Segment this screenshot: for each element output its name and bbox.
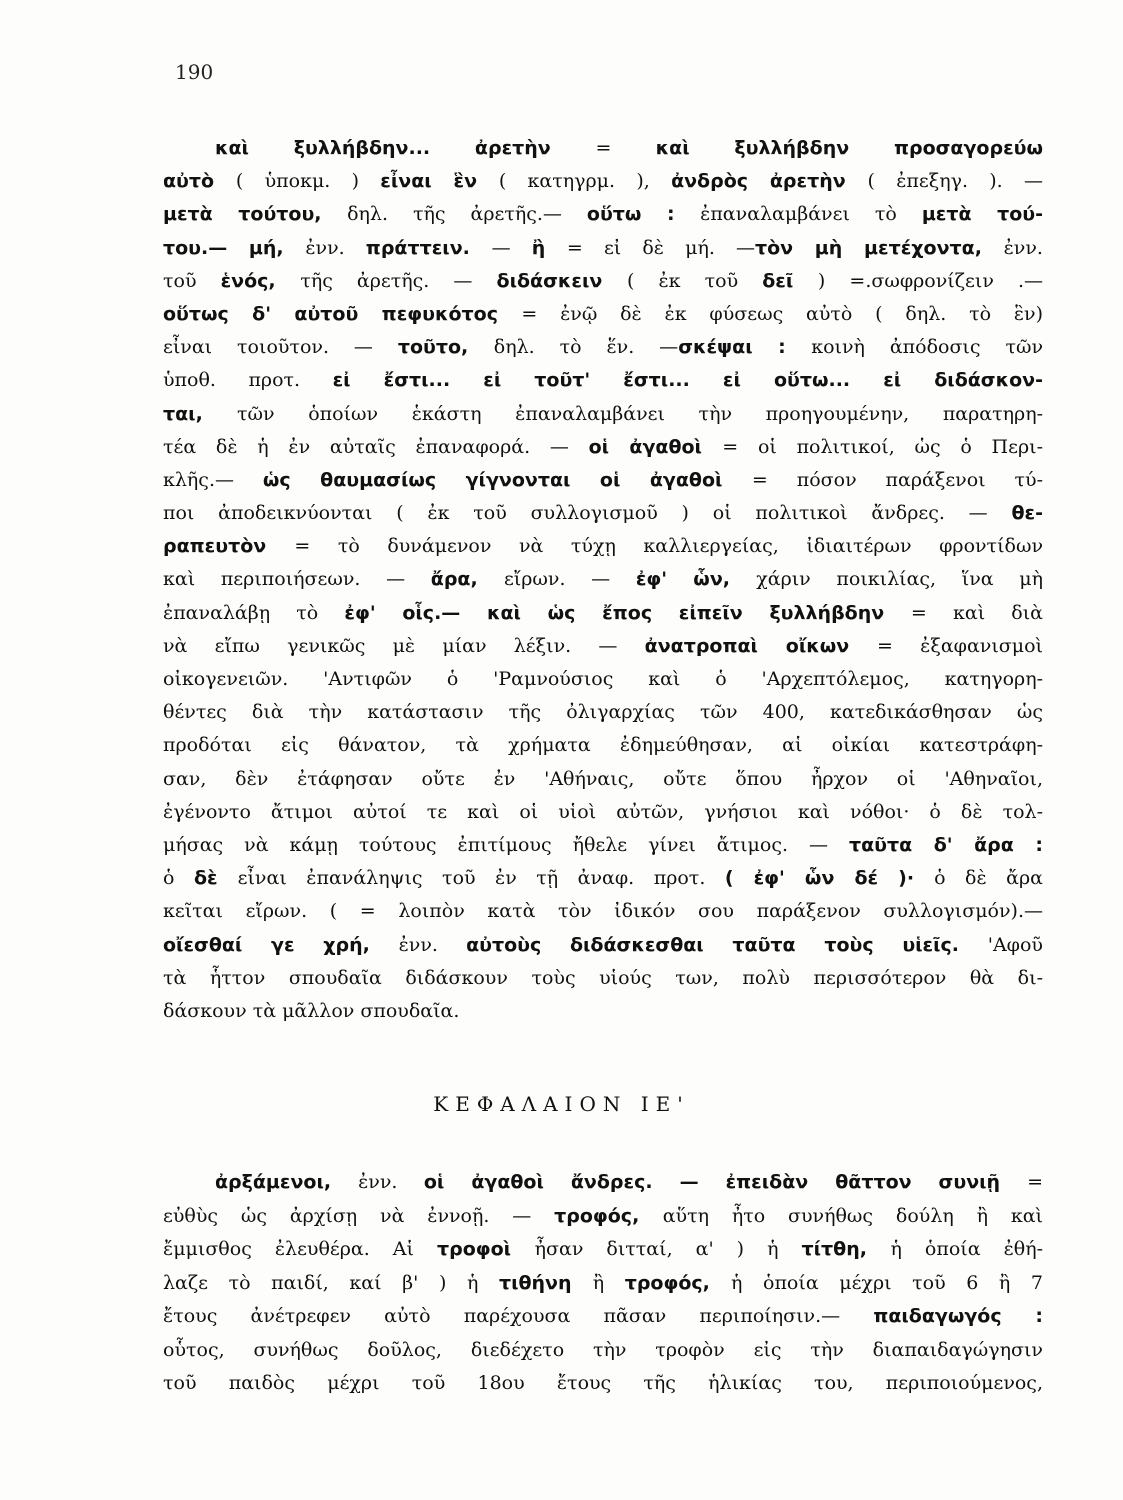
text-line [163, 796, 1043, 829]
text-segment: εὐθὺς ὡς ἀρχίσῃ νὰ ἐννοῇ. — [163, 1204, 555, 1227]
text-line [163, 1334, 1043, 1368]
text-segment: αὕτη ἦτο συνήθως δούλη ἢ καὶ [662, 1204, 1043, 1227]
text-line [163, 1233, 1043, 1267]
text-segment: = οἱ πολιτικοί, ὡς ὁ Περι- [722, 435, 1043, 458]
text-segment: ἐγένοντο ἄτιμοι αὐτοί τε καὶ οἱ υἱοὶ αὐτῶν, γνήσιοι καὶ νόθοι· ὁ δὲ τολ- [163, 800, 1043, 823]
text-segment: = ἐξαφανισμοὶ [877, 634, 1043, 657]
bold-term: τροφός, [624, 1271, 732, 1294]
text-segment: οὗτος, συνήθως δοῦλος, διεδέχετο τὴν τροφὸν εἰς τὴν διαπαιδαγώγησιν [163, 1338, 1043, 1361]
bold-term: ταῦτα δ' ἄρα : [848, 833, 1043, 856]
text-segment: = τὸ δυνάμενον νὰ τύχῃ καλλιεργείας, ἰδιαιτέρων φροντίδων [294, 535, 1043, 558]
text-segment: κοινὴ ἀπόδοσις τῶν [811, 336, 1043, 359]
text-segment: ἔτους ἀνέτρεφεν αὐτὸ παρέχουσα πᾶσαν περιποίησιν.— [163, 1305, 874, 1327]
text-line [163, 132, 1043, 165]
text-segment: ὑποθ. προτ. [163, 369, 333, 392]
text-line [163, 829, 1043, 862]
text-line [163, 497, 1043, 530]
text-segment: τῆς ἀρετῆς. — [300, 269, 497, 292]
text-line [163, 1300, 1043, 1334]
text-segment: εἴρων. — [503, 568, 636, 591]
text-segment: κεῖται εἴρων. ( = λοιπὸν κατὰ τὸν ἰδικόν σου παράξενον συλλογισμόν).— [163, 900, 1043, 923]
text-segment: νὰ εἴπω γενικῶς μὲ μίαν λέξιν. — [163, 634, 645, 657]
text-segment: τὰ ἧττον σπουδαῖα διδάσκουν τοὺς υἱούς των, πολὺ περισσότερον θὰ δι- [163, 966, 1043, 989]
bold-term: ραπευτὸν [163, 535, 295, 558]
bold-term: μετὰ τού- [921, 203, 1043, 226]
text-segment: ἐνν. [305, 236, 366, 259]
text-segment: εἶναι ἐπανάληψις τοῦ ἐν τῇ ἀναφ. προτ. [237, 867, 725, 890]
text-line [163, 165, 1043, 198]
bold-term: ἐφ' οἷς.— καὶ ὡς ἔπος εἰπεῖν ξυλλήβδην [344, 601, 911, 624]
text-segment: ἔμμισθος ἐλευθέρα. Αἱ [163, 1238, 437, 1260]
bold-term: δεῖ [762, 269, 818, 292]
text-segment: ἡ ὁποία μέχρι τοῦ 6 ἢ 7 [731, 1271, 1043, 1294]
text-segment: τέα δὲ ἡ ἐν αὐταῖς ἐπαναφορά. — [163, 435, 589, 458]
text-line [163, 663, 1043, 696]
text-segment: καὶ περιποιήσεων. — [163, 568, 431, 591]
text-segment: δηλ. τὸ ἕν. — [493, 336, 679, 359]
text-segment: χάριν ποικιλίας, ἵνα μὴ [756, 568, 1043, 591]
text-line [163, 729, 1043, 762]
text-segment: ) =.σωφρονίζειν .— [817, 269, 1043, 292]
text-line [163, 331, 1043, 364]
bold-term: δὲ [193, 867, 238, 890]
text-line [163, 763, 1043, 796]
bold-term: καὶ ξυλλήβδην... ἀρετὴν [215, 137, 596, 159]
bold-term: ται, [163, 402, 238, 425]
text-line [163, 597, 1043, 630]
bold-term: ἐφ' ὧν, [635, 568, 757, 591]
text-segment: ( κατηγρμ. ), [498, 170, 672, 193]
text-line [163, 464, 1043, 497]
text-line [163, 563, 1043, 596]
bold-term: τροφοὶ [436, 1238, 535, 1260]
text-segment: οἰκογενειῶν. 'Αντιφῶν ὁ 'Ραμνούσιος καὶ ὁ 'Αρχεπτόλεμος, κατηγορη- [163, 668, 1043, 690]
text-line [163, 198, 1043, 231]
bold-term: ἀρξάμενοι, [215, 1171, 359, 1193]
text-segment: ἐνν. [358, 1171, 424, 1193]
bold-term: ἑνός, [220, 269, 301, 292]
bold-term: ἀνατροπαὶ οἴκων [644, 634, 877, 657]
text-line [163, 1367, 1043, 1401]
text-segment: ἐνν. [398, 933, 467, 956]
text-segment: ἐνν. [1003, 236, 1043, 259]
text-line [163, 298, 1043, 331]
text-line [163, 364, 1043, 397]
bold-term: τιθήνη [498, 1271, 593, 1294]
text-line [163, 530, 1043, 563]
bold-term: παιδαγωγός : [873, 1305, 1043, 1327]
bold-term: τροφός, [554, 1204, 663, 1227]
bold-term: τὸν μὴ μετέχοντα, [755, 236, 1004, 259]
text-line [163, 431, 1043, 464]
text-segment: ἐπαναλάβῃ τὸ [163, 601, 345, 624]
text-line [163, 962, 1043, 995]
text-segment: κλῆς.— [163, 468, 263, 491]
text-segment: μήσας νὰ κάμῃ τούτους ἐπιτίμους ἤθελε γίνει ἄτιμος. — [163, 833, 849, 856]
bold-term: ὡς θαυμασίως γίγνονται οἱ ἀγαθοὶ [262, 468, 752, 491]
text-line [163, 929, 1043, 962]
text-segment: ποι ἀποδεικνύονται ( ἐκ τοῦ συλλογισμοῦ ) οἱ πολιτικοὶ ἄνδρες. — [163, 502, 1012, 525]
chapter-heading: ΚΕΦΑΛΑΙΟΝ ΙΕ' [433, 1092, 690, 1116]
text-segment: ἐπαναλαμβάνει τὸ [700, 203, 922, 226]
chapter-text [163, 1166, 1043, 1401]
text-line [163, 995, 1043, 1028]
text-line [163, 1267, 1043, 1301]
text-line [163, 232, 1043, 265]
bold-term: μετὰ τούτου, [163, 203, 348, 226]
bold-term: αὐτοὺς διδάσκεσθαι ταῦτα τοὺς υἱεῖς. [466, 933, 988, 956]
text-segment: ἢ [592, 1271, 625, 1294]
text-segment: = πόσον παράξενοι τύ- [751, 468, 1043, 491]
text-line [163, 862, 1043, 895]
bold-term: σκέψαι : [678, 336, 812, 359]
text-segment: — [491, 236, 532, 259]
bold-term: τοῦτο, [397, 336, 494, 359]
bold-term: εἰ ἔστι... εἰ τοῦτ' ἔστι... εἰ οὕτω... εἰ διδάσκον- [332, 369, 1043, 392]
bold-term: ἀνδρὸς ἀρετὴν [671, 170, 868, 193]
text-segment: προδόται εἰς θάνατον, τὰ χρήματα ἐδημεύθησαν, αἱ οἰκίαι κατεστράφη- [163, 734, 1043, 757]
text-line [163, 630, 1043, 663]
text-line [163, 1200, 1043, 1234]
bold-term: οἱ ἀγαθοὶ [588, 435, 723, 458]
text-segment: = ἐνῷ δὲ ἐκ φύσεως αὐτὸ ( δηλ. τὸ ἓν) [521, 302, 1043, 325]
text-line [163, 398, 1043, 431]
bold-term: οὕτως δ' αὐτοῦ πεφυκότος [163, 302, 522, 325]
text-segment: ὁ δὲ ἄρα [934, 867, 1043, 890]
text-segment: 'Αφοῦ [987, 933, 1043, 956]
text-segment: = [1027, 1171, 1043, 1193]
text-segment: ( ὑποκμ. ) [235, 170, 381, 193]
text-segment: θέντες διὰ τὴν κατάστασιν τῆς ὀλιγαρχίας τῶν 400, κατεδικάσθησαν ὡς [163, 701, 1043, 724]
bold-term: ( ἐφ' ὧν δέ )· [724, 867, 935, 890]
bold-term: ἄρα, [430, 568, 504, 591]
text-line [163, 265, 1043, 298]
text-segment: ὁ [163, 867, 194, 890]
text-segment: ἡ ὁποία ἐθή- [890, 1238, 1043, 1260]
bold-term: εἶναι ἓν [380, 170, 499, 193]
text-line [163, 895, 1043, 928]
bold-term: θε- [1011, 502, 1043, 525]
bold-term: οἱ ἀγαθοὶ ἄνδρες. — ἐπειδὰν θᾶττον συνιῇ [423, 1171, 1028, 1193]
text-line [163, 696, 1043, 729]
bold-term: ἢ [531, 236, 567, 259]
text-segment: δάσκουν τὰ μᾶλλον σπουδαῖα. [163, 999, 460, 1022]
text-segment: = εἰ δὲ μή. — [566, 236, 755, 259]
commentary-text [163, 132, 1043, 1028]
bold-term: οἴεσθαί γε χρή, [163, 933, 399, 956]
bold-term: αὐτὸ [163, 170, 236, 193]
text-segment: σαν, δὲν ἐτάφησαν οὔτε ἐν 'Αθήναις, οὔτε ὅπου ἦρχον οἱ 'Αθηναῖοι, [163, 767, 1043, 790]
bold-term: καὶ ξυλλήβδην προσαγορεύω [655, 137, 1043, 159]
bold-term: οὕτω : [586, 203, 701, 226]
text-segment: τοῦ [163, 269, 221, 292]
text-segment: ἦσαν διτταί, α' ) ἡ [534, 1238, 802, 1260]
text-segment: τῶν ὁποίων ἑκάστη ἐπαναλαμβάνει τὴν προηγουμένην, παρατηρη- [237, 402, 1043, 425]
text-segment: δηλ. τῆς ἀρετῆς.— [347, 203, 587, 226]
text-segment: εἶναι τοιοῦτον. — [163, 336, 398, 359]
text-line [163, 1166, 1043, 1200]
text-segment: = καὶ διὰ [910, 601, 1043, 624]
text-segment: λαζε τὸ παιδί, καί β' ) ἡ [163, 1271, 499, 1294]
bold-term: τίτθη, [801, 1238, 891, 1260]
text-segment: τοῦ παιδὸς μέχρι τοῦ 18ου ἔτους τῆς ἡλικίας του, περιποιούμενος, [163, 1372, 1043, 1394]
bold-term: πράττειν. [365, 236, 492, 259]
text-segment: ( ἐπεξηγ. ). — [867, 170, 1043, 193]
text-segment: ( ἐκ τοῦ [626, 269, 763, 292]
bold-term: του.— μή, [163, 236, 306, 259]
bold-term: διδάσκειν [496, 269, 627, 292]
page-number: 190 [175, 60, 214, 84]
text-segment: = [595, 137, 656, 159]
